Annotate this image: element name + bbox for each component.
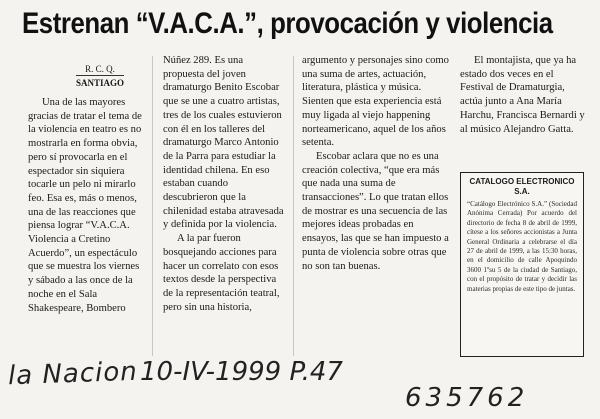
article-column-3 <box>302 54 450 273</box>
paragraph: El montajista, que ya ha estado dos veces en el Festival de Dramaturgia, actúa junto a Ana María Harchu, Francisca Bernardi y al músico Alejandro Gatta. <box>460 55 585 135</box>
notice-title: CATALOGO ELECTRONICO S.A. <box>469 177 575 196</box>
column-divider <box>152 56 153 356</box>
article-column-2 <box>163 54 285 314</box>
paragraph: Núñez 289. Es una propuesta del joven dramaturgo Benito Escobar que se une a cuatro artistas, tres de los cuales estuvieron con él en los talleres del dramaturgo Marco Antonio de la Parra para estudiar la identidad chilena. En eso estaban cuando descubrieron que la chilenidad estaba atravesada y definida por la violencia. <box>163 55 284 231</box>
handwritten-source: la Nacion <box>7 356 139 392</box>
handwritten-date-page: 10-IV-1999 P.47 <box>140 357 343 387</box>
paragraph: A la par fueron bosquejando acciones para hacer un correlato con esos textos desde la perspectiva de la representación teatral, pero sin una historia, <box>163 233 280 313</box>
byline-place: SANTIAGO <box>76 75 124 89</box>
notice-text: “Catálogo Electrónico S.A.” (Sociedad Anónima Cerrada) Por acuerdo del directorio de fecha 8 de abril de 1999, cítese a los señores accionistas a Junta General Ordinaria a celebrarse el día 27 de abril de 1999, a las 15:30 horas, en el domicilio de calle Apoquindo 3600 1ºsu 5 de la ciudad de Santiago, con el propósito de tratar y decidir las materias propias de este tipo de juntas. <box>467 200 577 293</box>
byline <box>60 63 140 89</box>
article-column-4 <box>460 54 585 136</box>
legal-notice-box <box>460 172 584 357</box>
paragraph: Escobar aclara que no es una creación colectiva, “que era más que nada una suma de transacciones”. Lo que tratan ellos de mostrar es una secuencia de las mejores ideas probadas en ensayos, las que se han impuesto a punta de violencia sobre otras que no son tan buenas. <box>302 150 449 272</box>
paragraph: argumento y personajes sino como una suma de artes, actuación, literatura, plástica y música. Sienten que esta experiencia está muy ligada al viejo happening norteamericano, aquel de los años setenta. <box>302 55 449 149</box>
headline: Estrenan “V.A.C.A.”, provocación y violencia <box>22 7 553 40</box>
paragraph: Una de las mayores gracias de tratar el tema de la violencia en teatro es no mostrarla en forma obvia, pero sí provocarla en el espectador sin siquiera tocarle un pelo ni mirarlo feo. Esa es, más o menos, una de las reacciones que piensa lograr “V.A.C.A. Violencia a Cretino Acuerdo”, un espectáculo que se muestra los viernes y sábado a las once de la noche en el Sala Shakespeare, Bombero <box>28 97 142 314</box>
handwritten-reference: 635762 <box>405 383 529 413</box>
byline-author: R. C. Q. <box>85 64 115 74</box>
column-divider <box>293 56 294 356</box>
article-column-1 <box>28 96 146 315</box>
